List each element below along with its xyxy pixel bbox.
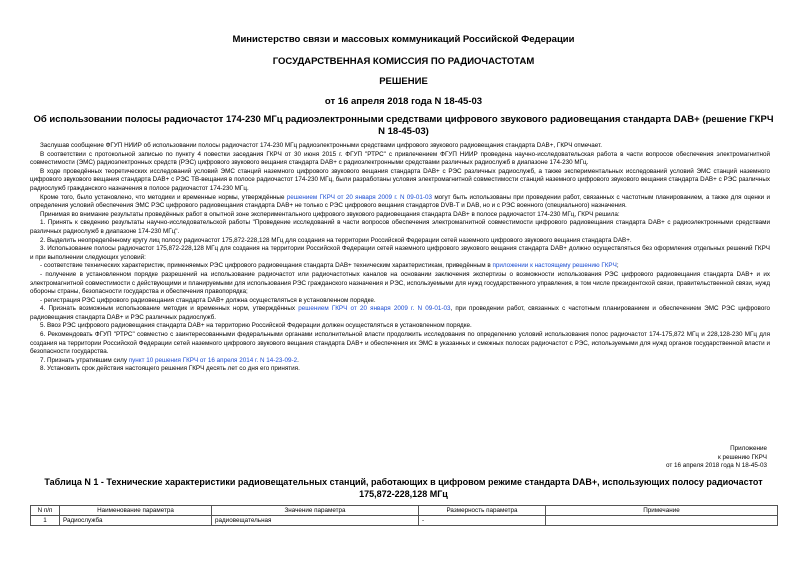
- paragraph: В соответствии с протокольной записью по пункту 4 повестки заседания ГКРЧ от 30 июня 2015 г. ФГУП "РТРС" с привлечением ФГУП НИИР проведена научно-исследовательская работа в части вопросов обеспечения электромагнитной совместимости (ЭМС) радиоэлектронных средств (РЭС) цифрового звукового вещания стандарта DAB+ с радиоэлектронными средствами различных радиослужб в диапазоне 174-230 МГц.: [30, 150, 770, 167]
- paragraph: Принимая во внимание результаты проведённых работ в опытной зоне экспериментального цифрового звукового радиовещания стандарта DAB+ в полосе радиочастот 174-230 МГц, ГКРЧ решила:: [40, 210, 620, 218]
- parameters-table: [30, 505, 778, 526]
- paragraph: [30, 194, 770, 211]
- decision-link-09-01-03-second[interactable]: решением ГКРЧ от 20 января 2009 г. N 09-01-03: [298, 305, 451, 313]
- column-header: N п/п: [31, 506, 60, 516]
- appendix-link[interactable]: приложении к настоящему решению ГКРЧ: [492, 262, 617, 270]
- paragraph-text: 4. Признать возможным использование методик и временных норм, утверждённых: [40, 305, 299, 313]
- paragraph-text: могут быть использованы при проведении работ, связанных с частотным планированием, а также для оценки и определения условий обеспечения ЭМС РЭС цифрового радиовещания стандарта DAB+ не только с РЭС цифрового вещания стандартов DVB-T и DAB, но и с РЭС военного (специального) назначения.: [30, 193, 770, 210]
- table-cell: 1: [31, 516, 60, 526]
- paragraph: - получение в установленном порядке разрешений на использование радиочастот или радиочастотных каналов на основании заключения экспертизы о возможности использования РЭС цифрового радиовещания стандарта DAB+ и их электромагнитной совместимости с действующими и планируемыми для использования РЭС гражданского назначения и РЭС, используемыми для нужд государственного управления, в том числе президентской связи, правительственной связи, нужд обороны страны, безопасности государства и обеспечения правопорядка;: [30, 270, 770, 296]
- commission-heading: ГОСУДАРСТВЕННАЯ КОМИССИЯ ПО РАДИОЧАСТОТАМ: [272, 56, 535, 67]
- paragraph: 8. Установить срок действия настоящего решения ГКРЧ десять лет со дня его принятия.: [40, 365, 300, 373]
- table-cell: Радиослужба: [60, 516, 212, 526]
- appendix-line: к решению ГКРЧ: [717, 453, 767, 461]
- document-subject: Об использовании полосы радиочастот 174-230 МГц радиоэлектронными средствами цифрового звукового радиовещания стандарта DAB+ (решение ГКРЧ N 18-45-03): [33, 114, 774, 137]
- paragraph: 2. Выделить неопределённому кругу лиц полосу радиочастот 175,872-228,128 МГц для создания на территории Российской Федерации сетей наземного цифрового звукового вещания стандарта DAB+.: [40, 236, 632, 244]
- column-header: Размерность параметра: [419, 506, 546, 516]
- paragraph: 6. Рекомендовать ФГУП "РТРС" совместно с заинтересованными федеральными органами исполнительной власти продолжить исследования по определению условий использования полос радиочастот 174-175,872 МГц и 228,128-230 МГц для создания на территории Российской Федерации сетей наземного цифрового звукового вещания стандарта DAB+ и обеспечения их ЭМС в указанных и смежных полосах радиочастот с РЭС, используемыми для нужд органов государственной власти и безопасности государства.: [30, 331, 770, 356]
- table-cell: -: [419, 516, 546, 526]
- table-row: [31, 516, 778, 526]
- date-number-heading: от 16 апреля 2018 года N 18-45-03: [324, 96, 483, 107]
- paragraph: 5. Ввоз РЭС цифрового радиовещания стандарта DAB+ на территорию Российской Федерации должен осуществляться в установленном порядке.: [40, 322, 472, 330]
- table-title: Таблица N 1 - Технические характеристики радиовещательных станций, работающих в цифровом режиме стандарта DAB+, использующих полосу радиочастот 175,872-228,128 МГц: [44, 477, 763, 499]
- paragraph-text: 7. Признать утратившим силу: [40, 356, 129, 364]
- document-body: [30, 142, 770, 374]
- paragraph-text: ;: [616, 262, 619, 270]
- appendix-reference: [666, 445, 767, 471]
- decision-link-09-01-03[interactable]: решением ГКРЧ от 20 января 2009 г. N 09-01-03: [286, 193, 433, 201]
- column-header: Значение параметра: [212, 506, 419, 516]
- paragraph-text: .: [297, 356, 299, 364]
- ministry-heading: Министерство связи и массовых коммуникаций Российской Федерации: [232, 34, 575, 45]
- paragraph-text: Кроме того, было установлено, что методики и временные нормы, утверждённые: [40, 193, 287, 201]
- paragraph: [30, 305, 770, 322]
- decision-link-14-23-09-2[interactable]: пункт 10 решения ГКРЧ от 16 апреля 2014 г. N 14-23-09-2: [128, 356, 298, 364]
- doc-type-heading: РЕШЕНИЕ: [379, 76, 428, 87]
- paragraph: 3. Использование полосы радиочастот 175,872-228,128 МГц для создания на территории Российской Федерации сетей наземного цифрового звукового вещания стандарта DAB+ должно осуществляться без оформления отдельных решений ГКРЧ и при выполнении следующих условий:: [30, 245, 770, 261]
- table-header-row: [31, 506, 778, 516]
- paragraph: 1. Принять к сведению результаты научно-исследовательской работы "Проведение исследований в части вопросов обеспечения электромагнитной совместимости цифрового радиовещания стандарта DAB+ с радиоэлектронными средствами различных радиослужб в диапазоне 174-230 МГц".: [30, 219, 770, 235]
- appendix-line: от 16 апреля 2018 года N 18-45-03: [666, 462, 767, 470]
- column-header: Наименование параметра: [60, 506, 212, 516]
- column-header: Примечание: [546, 506, 778, 516]
- table-cell: радиовещательная: [212, 516, 419, 526]
- paragraph: [30, 262, 770, 271]
- paragraph: - регистрация РЭС цифрового радиовещания стандарта DAB+ должна осуществляться в установленном порядке.: [40, 296, 376, 304]
- table-cell: [546, 516, 778, 526]
- paragraph: Заслушав сообщение ФГУП НИИР об использовании полосы радиочастот 174-230 МГц радиоэлектронными средствами цифрового звукового радиовещания стандарта DAB+, ГКРЧ отмечает.: [40, 142, 603, 149]
- paragraph: В ходе проведённых теоретических исследований условий ЭМС станций наземного цифрового звукового вещания стандарта DAB+ с РЭС различных радиослужб, а также экспериментальных исследований условий ЭМС станций наземного цифрового звукового вещания стандарта DAB+ с РЭС ТВ-вещания в полосе радиочастот 174-230 МГц, были разработаны условия электромагнитной совместимости станций наземного цифрового звукового вещания стандарта DAB+ с РЭС различных радиослужб гражданского назначения в полосе радиочастот 174-230 МГц.: [30, 167, 770, 192]
- paragraph-text: - соответствие технических характеристик, применяемых РЭС цифрового радиовещания стандарта DAB+ техническим характеристикам, приведённым в: [40, 262, 493, 270]
- appendix-line: Приложение: [730, 445, 767, 452]
- paragraph-text: , при проведении работ, связанных с частотным планированием и обеспечением ЭМС РЭС цифрового радиовещания стандарта DAB+ и РЭС различных радиослужб.: [30, 305, 770, 321]
